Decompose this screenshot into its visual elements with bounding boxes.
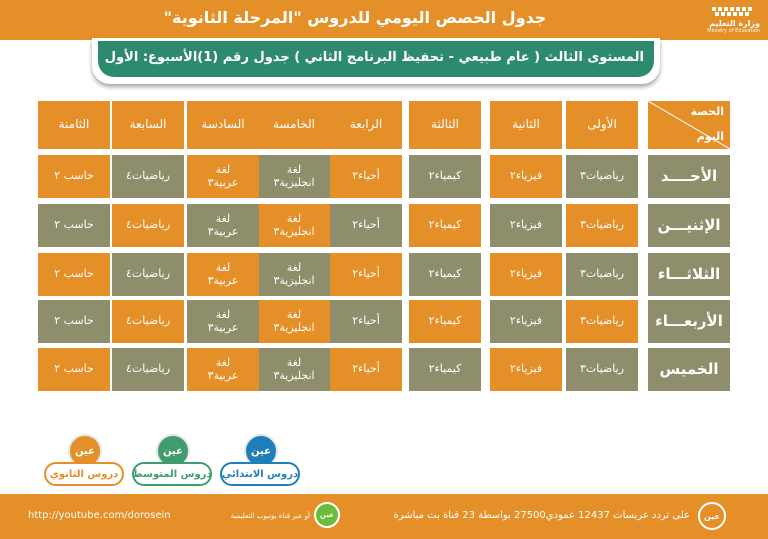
- schedule-cell: أحياء٢: [330, 300, 402, 343]
- ein-logo-icon: عين: [68, 434, 102, 468]
- schedule-cell: فيزياء٢: [490, 204, 562, 247]
- schedule-cell: رياضيات٤: [112, 253, 184, 296]
- footer-youtube-note: أو عبر قناة يوتيوب التعليمية: [230, 512, 310, 520]
- schedule-cell: لغة عربية٣: [187, 253, 259, 296]
- schedule-cell: لغة عربية٣: [187, 300, 259, 343]
- day-label: الأربعـــاء: [648, 300, 730, 343]
- schedule-cell: حاسب ٢: [38, 253, 110, 296]
- period-header: الثامنة: [38, 101, 110, 149]
- section-badge[interactable]: [220, 434, 300, 494]
- schedule-cell: لغة انجليزية٣: [258, 155, 330, 198]
- schedule-cell: أحياء٢: [330, 253, 402, 296]
- period-header: السابعة: [112, 101, 184, 149]
- schedule-cell: كيمياء٢: [409, 155, 481, 198]
- schedule-cell: فيزياء٢: [490, 155, 562, 198]
- section-badge[interactable]: [132, 434, 212, 494]
- schedule-cell: لغة انجليزية٣: [258, 253, 330, 296]
- schedule-cell: فيزياء٢: [490, 300, 562, 343]
- day-label: الثلاثـــاء: [648, 253, 730, 296]
- period-header: الثانية: [490, 101, 562, 149]
- day-label: الخميس: [648, 348, 730, 391]
- schedule-cell: رياضيات٤: [112, 348, 184, 391]
- schedule-cell: حاسب ٢: [38, 155, 110, 198]
- schedule-cell: حاسب ٢: [38, 348, 110, 391]
- schedule-cell: لغة انجليزية٣: [258, 348, 330, 391]
- schedule-cell: حاسب ٢: [38, 300, 110, 343]
- footer-url-link[interactable]: http://youtube.com/dorosein: [28, 510, 171, 521]
- page-title: جدول الحصص اليومي للدروس "المرحلة الثانوية": [163, 8, 547, 27]
- period-header: الثالثة: [409, 101, 481, 149]
- period-header: الرابعة: [330, 101, 402, 149]
- ministry-name: وزارة التعليم: [709, 19, 760, 28]
- day-label: الأحــــد: [648, 155, 730, 198]
- subtitle-text: المستوى الثالث ( عام طبيعي - تحفيظ البرنامج الثاني ) جدول رقم (1)الأسبوع: الأول: [104, 50, 644, 65]
- schedule-cell: حاسب ٢: [38, 204, 110, 247]
- ein-logo-icon: عين: [244, 434, 278, 468]
- schedule-cell: أحياء٢: [330, 348, 402, 391]
- ministry-subtitle: Ministry of Education: [707, 28, 760, 34]
- period-header: الخامسة: [258, 101, 330, 149]
- schedule-cell: لغة انجليزية٣: [258, 204, 330, 247]
- badge-label: دروس المتوسط: [132, 462, 212, 486]
- schedule-cell: كيمياء٢: [409, 348, 481, 391]
- footer-ein-logo-icon: عين: [698, 502, 726, 530]
- schedule-cell: لغة عربية٣: [187, 155, 259, 198]
- schedule-cell: رياضيات٤: [112, 155, 184, 198]
- schedule-cell: لغة انجليزية٣: [258, 300, 330, 343]
- badge-label: دروس الثانوي: [44, 462, 124, 486]
- period-header: السادسة: [187, 101, 259, 149]
- ein-logo-icon: عين: [156, 434, 190, 468]
- footer-youtube-logo-icon: عين: [314, 502, 340, 528]
- schedule-cell: لغة عربية٣: [187, 204, 259, 247]
- schedule-cell: فيزياء٢: [490, 348, 562, 391]
- schedule-cell: فيزياء٢: [490, 253, 562, 296]
- corner-day-label: اليوم: [696, 130, 724, 144]
- schedule-cell: رياضيات٣: [566, 155, 638, 198]
- day-label: الإثنيـــن: [648, 204, 730, 247]
- ministry-logo: [690, 5, 760, 35]
- table-corner-cell: [648, 101, 730, 149]
- badge-label: دروس الابتدائي: [220, 462, 300, 486]
- schedule-cell: أحياء٢: [330, 204, 402, 247]
- schedule-cell: كيمياء٢: [409, 204, 481, 247]
- schedule-cell: كيمياء٢: [409, 253, 481, 296]
- schedule-cell: لغة عربية٣: [187, 348, 259, 391]
- schedule-cell: أحياء٢: [330, 155, 402, 198]
- schedule-cell: رياضيات٣: [566, 204, 638, 247]
- schedule-cell: رياضيات٤: [112, 204, 184, 247]
- corner-period-label: الحصة: [690, 105, 724, 118]
- schedule-cell: رياضيات٣: [566, 253, 638, 296]
- footer-channel-info: على تردد عربسات 12437 عمودي27500 بواسطة 23 قناة بث مباشرة: [393, 510, 690, 521]
- period-header: الأولى: [566, 101, 638, 149]
- section-badge[interactable]: [44, 434, 124, 494]
- schedule-cell: رياضيات٤: [112, 300, 184, 343]
- schedule-cell: رياضيات٣: [566, 348, 638, 391]
- ministry-emblem-icon: [712, 5, 756, 17]
- schedule-cell: كيمياء٢: [409, 300, 481, 343]
- schedule-cell: رياضيات٣: [566, 300, 638, 343]
